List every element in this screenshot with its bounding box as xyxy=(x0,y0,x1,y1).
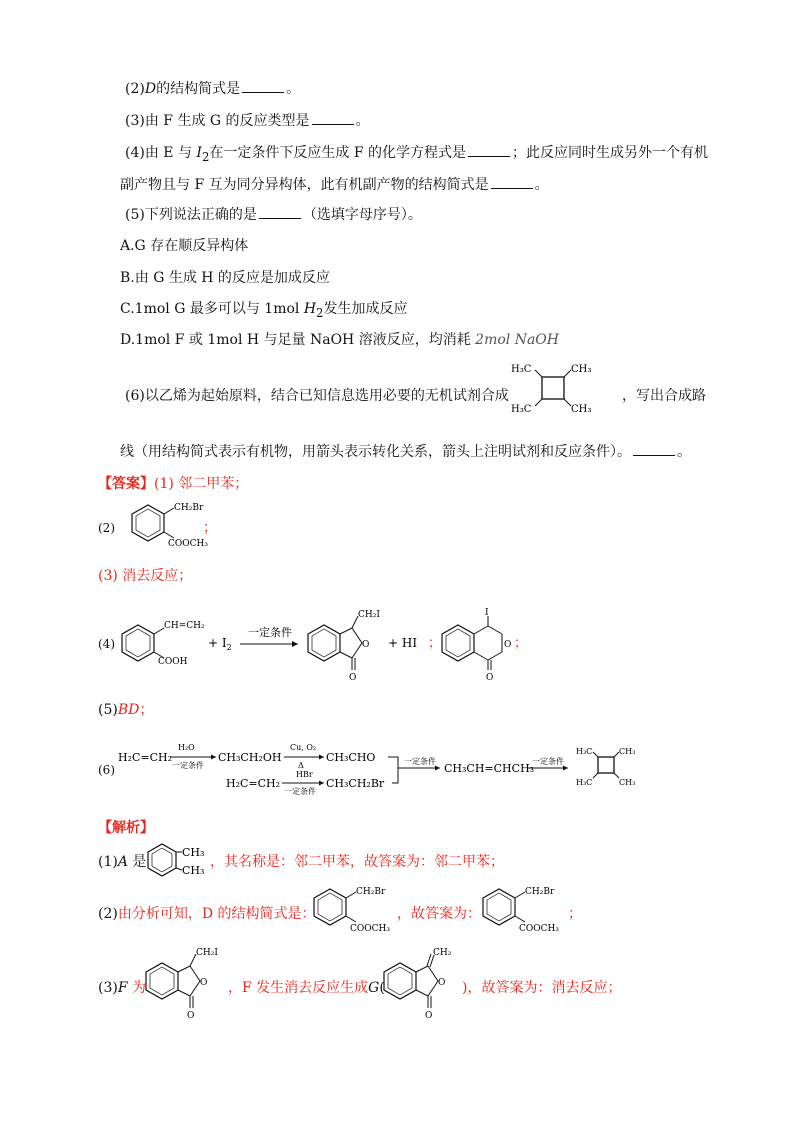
answer-2-end: ； xyxy=(203,520,217,536)
analysis-2 xyxy=(98,904,316,924)
ring-oxygen: O xyxy=(200,978,208,988)
ch3-label: CH₃ xyxy=(182,864,205,877)
question-2 xyxy=(125,78,300,99)
q-end: 。 xyxy=(286,81,301,97)
route-cond-cu-o2: Cu, O₂ xyxy=(290,743,317,752)
a-mid: ，F 发生消去反应生成 xyxy=(228,980,369,996)
q-num: (3) xyxy=(125,113,145,129)
route-bromoethane: CH₃CH₂Br xyxy=(326,777,385,790)
answer-blank xyxy=(468,142,510,157)
iodine-label: I xyxy=(485,608,489,618)
question-3 xyxy=(125,110,370,131)
q-num: (2) xyxy=(125,81,145,97)
answer-blank xyxy=(491,174,533,189)
analysis-2-mid: ，故答案为： xyxy=(397,906,481,922)
h3c-label: H₃C xyxy=(576,747,593,756)
q-pre: 以乙烯为起始原料，结合已知信息选用必要的无机试剂合成 xyxy=(144,388,509,404)
opt-post: 发生加成反应 xyxy=(323,301,408,317)
answer-6-num: (6) xyxy=(98,763,115,777)
a-num: (3) xyxy=(98,980,118,996)
analysis-1 xyxy=(98,852,146,872)
route-cond-merge: 一定条件 xyxy=(404,757,436,766)
answer-blank xyxy=(242,78,284,93)
a-is: 是 xyxy=(127,854,147,870)
ch3-label: CH₃ xyxy=(571,364,592,375)
q-num: (4) xyxy=(125,145,145,161)
ch3-label: CH₃ xyxy=(182,846,205,859)
q-end: 。 xyxy=(355,113,370,129)
opt-var: 2mol NaOH xyxy=(475,332,559,348)
opt-pre: C.1mol G 最多可以与 1mol xyxy=(120,301,300,317)
vinyl-label: CH=CH₂ xyxy=(164,621,205,631)
tetramethylcyclobutane-structure xyxy=(505,360,605,420)
ch2br-label: CH₂Br xyxy=(356,887,386,897)
cooch3-label: COOCH₃ xyxy=(168,539,208,549)
a-var2: G xyxy=(368,980,380,996)
ch2i-label: CH₂I xyxy=(358,610,380,620)
plus-hi: + HI xyxy=(388,636,418,650)
q-text: 线（用结构简式表示有机物，用箭头表示转化关系，箭头上注明试剂和反应条件）。 xyxy=(120,444,631,460)
analysis-3-end: )，故答案为：消去反应； xyxy=(462,980,622,996)
answer-5-var: BD xyxy=(117,702,140,718)
f-structure xyxy=(140,946,230,1022)
route-cond-4: 一定条件 xyxy=(532,757,564,766)
question-4-line1 xyxy=(125,142,708,167)
q-text: 副产物且与 F 互为同分异构体，此有机副产物的结构简式是 xyxy=(120,177,489,193)
ch3-label: CH₃ xyxy=(619,778,636,787)
question-6-line1 xyxy=(125,386,509,406)
h3c-label: H₃C xyxy=(576,778,593,787)
ch2br-label: CH₂Br xyxy=(525,887,555,897)
question-4-line2 xyxy=(120,174,549,195)
ring-oxygen: O xyxy=(504,640,512,650)
ch2i-label: CH₂I xyxy=(196,948,218,958)
answer-4-reaction xyxy=(112,610,532,690)
question-6-line2 xyxy=(120,441,691,462)
option-a: A.G 存在顺反异构体 xyxy=(120,238,249,254)
route-cond-2: 一定条件 xyxy=(284,787,316,796)
q-end: 。 xyxy=(534,177,549,193)
analysis-header: 【解析】 xyxy=(98,820,154,836)
answer-3: (3) 消去反应； xyxy=(98,568,193,584)
synthesis-route xyxy=(118,735,648,801)
a-num: (1) xyxy=(98,854,118,870)
o-xylene-structure xyxy=(144,840,214,884)
answer-blank xyxy=(259,204,301,219)
q-pre: 由 E 与 xyxy=(144,145,192,161)
ch2-label: CH₂ xyxy=(433,948,452,958)
analysis-3-mid xyxy=(228,978,385,998)
q-end: ；此反应同时生成另外一个有机 xyxy=(512,145,708,161)
option-c xyxy=(120,299,407,323)
end-mark: ； xyxy=(514,636,528,651)
d-structure xyxy=(306,884,402,936)
q-var: I xyxy=(196,145,202,161)
route-2-butene: CH₃CH=CHCH₃ xyxy=(444,762,535,775)
a-var: F xyxy=(117,980,128,996)
answer-header: 【答案】 xyxy=(98,476,154,492)
route-acetaldehyde: CH₃CHO xyxy=(326,751,376,764)
carbonyl-oxygen: O xyxy=(187,1011,195,1021)
a-text: 由分析可知，D 的结构简式是： xyxy=(117,906,316,922)
answer-blank xyxy=(633,441,675,456)
g-structure xyxy=(378,946,468,1022)
d-structure-answer xyxy=(475,884,571,936)
q-sub: 2 xyxy=(201,149,210,164)
route-ethanol: CH₃CH₂OH xyxy=(218,751,282,764)
separator: ； xyxy=(428,636,442,651)
cooch3-label: COOCH₃ xyxy=(350,924,390,934)
h3c-label: H₃C xyxy=(511,404,532,415)
route-cond-hbr: HBr xyxy=(296,770,313,779)
route-cond-1: 一定条件 xyxy=(172,761,204,770)
q-end: 。 xyxy=(677,444,691,460)
ch3-label: CH₃ xyxy=(619,747,636,756)
route-cond-water: H₂O xyxy=(178,743,195,752)
ring-oxygen: O xyxy=(362,640,370,650)
ch3-label: CH₃ xyxy=(571,404,592,415)
q-text: 由 F 生成 G 的反应类型是 xyxy=(144,113,310,129)
analysis-3 xyxy=(98,978,146,998)
question-6-line1-end: ，写出合成路 xyxy=(622,388,706,404)
q-text: 在一定条件下反应生成 F 的化学方程式是 xyxy=(209,145,466,161)
q-num: (5) xyxy=(125,207,145,223)
question-5 xyxy=(125,204,422,225)
carbonyl-oxygen: O xyxy=(425,1011,433,1021)
cooh-label: COOH xyxy=(158,657,188,667)
route-cond-heat: Δ xyxy=(298,761,304,770)
q-var: D xyxy=(144,81,157,97)
analysis-2-end: ； xyxy=(568,906,582,922)
opt-sub: 2 xyxy=(316,305,324,320)
a-var: A xyxy=(117,854,128,870)
q-text: 下列说法正确的是 xyxy=(144,207,257,223)
answer-5-num: (5) xyxy=(98,702,118,718)
carbonyl-oxygen: O xyxy=(486,673,494,683)
ring-oxygen: O xyxy=(438,978,446,988)
cooch3-label: COOCH₃ xyxy=(519,924,559,934)
option-d xyxy=(120,330,559,350)
h3c-label: H₃C xyxy=(511,364,532,375)
a-num: (2) xyxy=(98,906,118,922)
a-paren: ( xyxy=(379,980,385,996)
answer-1: (1) 邻二甲苯； xyxy=(154,476,249,492)
ch2br-label: CH₂Br xyxy=(174,503,204,513)
answer-5 xyxy=(98,700,153,720)
analysis-1-text: ，其名称是：邻二甲苯，故答案为：邻二甲苯； xyxy=(210,854,504,870)
option-b: B.由 G 生成 H 的反应是加成反应 xyxy=(120,270,330,286)
route-ethylene-2: H₂C=CH₂ xyxy=(226,777,281,790)
a-is: 为 xyxy=(127,980,147,996)
plus-i2: + $I_2$ xyxy=(208,636,232,652)
carbonyl-oxygen: O xyxy=(349,673,357,683)
answer-section xyxy=(98,474,248,494)
answer-4-num: (4) xyxy=(98,637,115,651)
q-num: (6) xyxy=(125,388,145,404)
opt-var: H xyxy=(303,301,317,317)
answer-blank xyxy=(312,110,354,125)
answer-2-num: (2) xyxy=(98,521,115,535)
opt-pre: D.1mol F 或 1mol H 与足量 NaOH 溶液反应，均消耗 xyxy=(120,332,471,348)
q-text: 的结构简式是 xyxy=(156,81,241,97)
reaction-condition: 一定条件 xyxy=(248,626,292,639)
route-ethylene-1: H₂C=CH₂ xyxy=(118,751,173,764)
q-end: （选填字母序号）。 xyxy=(302,207,422,223)
answer-5-end: ； xyxy=(139,702,154,718)
